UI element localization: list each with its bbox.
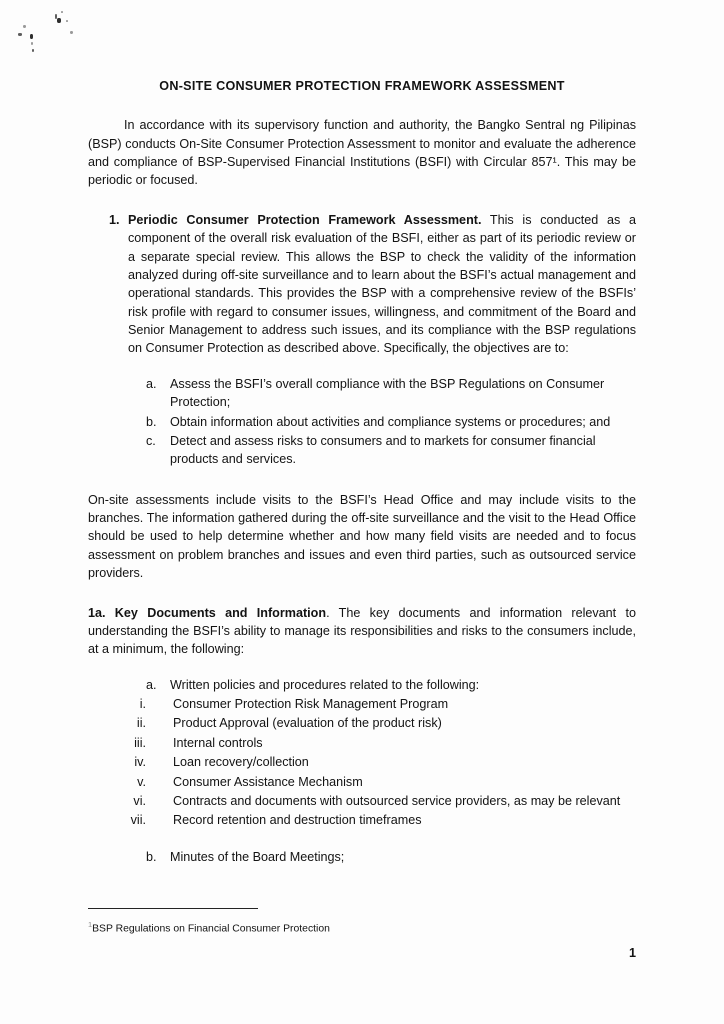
list-item [88,753,636,771]
section-1a-subitems [88,695,636,830]
scan-speckle [30,34,33,39]
list-item-marker: b. [146,414,157,429]
scan-speckle [66,20,68,22]
list-item-label: Contracts and documents with outsourced service providers, as may be relevant [173,793,621,808]
section-1a-body: . The key documents and information relevant to understanding the BSFI’s ability to manage its responsibilities and risks to the consumers include, at a minimum, the following: [88,605,636,657]
list-item-marker: b. [146,849,157,864]
list-item [88,432,636,469]
section-1-objectives-list [88,375,636,469]
scan-speckle [32,49,34,52]
list-item [88,714,636,732]
list-item-label: Consumer Protection Risk Management Program [173,697,449,712]
list-item [88,375,636,412]
scan-speckle [31,42,33,45]
list-item [88,773,636,791]
intro-paragraph: In accordance with its supervisory function and authority, the Bangko Sentral ng Pilipinas (BSP) conducts On-Site Consumer Protection Assessment to monitor and evaluate the adherence and compliance of BSP-Supervised Financial Institutions (BSFI) with Circular 857¹. This may be periodic or focused. [88,118,636,188]
list-item-label: Assess the BSFI’s overall compliance with the BSP Regulations on Consumer Protection; [170,376,605,410]
footnote [88,920,628,937]
list-item-label: Obtain information about activities and compliance systems or procedures; and [170,414,611,429]
section-1a-heading: 1a. Key Documents and Information [88,605,327,620]
list-item-label: Loan recovery/collection [173,755,309,770]
section-1a-items-continued [88,848,636,866]
footnote-text: BSP Regulations on Financial Consumer Protection [92,923,330,935]
list-item [88,695,636,713]
list-item-marker: i. [139,697,146,712]
section-1a-items [88,676,636,694]
section-1-marker: 1. [109,212,120,227]
list-item-marker: c. [146,433,156,448]
section-1 [88,211,636,358]
page-title: ON-SITE CONSUMER PROTECTION FRAMEWORK ASSESSMENT [159,79,565,93]
list-item-label: Written policies and procedures related to the following: [170,677,480,692]
list-item [88,676,636,694]
list-item-label: Internal controls [173,735,263,750]
spacer [88,831,636,848]
spacer [88,358,636,375]
list-item [88,848,636,866]
footnote-marker: 1 [88,920,93,929]
list-item-label: Minutes of the Board Meetings; [170,849,345,864]
list-item-label: Product Approval (evaluation of the product risk) [173,716,442,731]
document-body [88,78,636,867]
list-item [88,734,636,752]
list-item-label: Record retention and destruction timeframes [173,813,422,828]
scan-speckle [61,11,63,13]
list-item-marker: iv. [134,755,146,770]
list-item [88,811,636,829]
footnote-separator [88,908,258,909]
spacer [88,470,636,491]
section-1-heading: Periodic Consumer Protection Framework Assessment. [128,212,482,227]
list-item-marker: iii. [134,735,146,750]
list-item [88,792,636,810]
list-item-marker: ii. [136,716,146,731]
spacer [88,659,636,676]
spacer [88,190,636,211]
list-item [88,413,636,431]
list-item-label: Consumer Assistance Mechanism [173,774,363,789]
list-item-marker: a. [146,677,157,692]
scan-speckle [70,31,73,34]
scan-speckle [23,25,26,28]
section-1-closing-paragraph: On-site assessments include visits to the BSFI’s Head Office and may include visits to the branches. The information gathered during the off-site surveillance and the visit to the Head Office should be used to help determine whether and how many field visits are needed and to focus assessment on problem branches and issues and even third parties, such as outsourced service providers. [88,492,636,581]
scan-speckle [18,33,22,36]
list-item-marker: vi. [133,793,146,808]
list-item-marker: a. [146,376,157,391]
spacer [88,583,636,604]
section-1a [88,604,636,659]
list-item-label: Detect and assess risks to consumers and to markets for consumer financial products and services. [170,433,596,467]
list-item-marker: vii. [130,813,146,828]
list-item-marker: v. [137,774,146,789]
scan-speckle [57,18,61,23]
page-number: 1 [628,946,636,960]
section-1-body: This is conducted as a component of the overall risk evaluation of the BSFI, either as part of its periodic review or a separate special review. This allows the BSP to check the validity of the information analyzed during off-site surveillance and to learn about the BSFI’s actual management and operational standards. This provides the BSP with a comprehensive review of the BSFIs’ risk profile with regard to consumer issues, willingness, and commitment of the Board and Senior Management to address such issues, and its compliance with the BSP regulations on Consumer Protection as described above. Specifically, the objectives are to: [128,212,637,356]
